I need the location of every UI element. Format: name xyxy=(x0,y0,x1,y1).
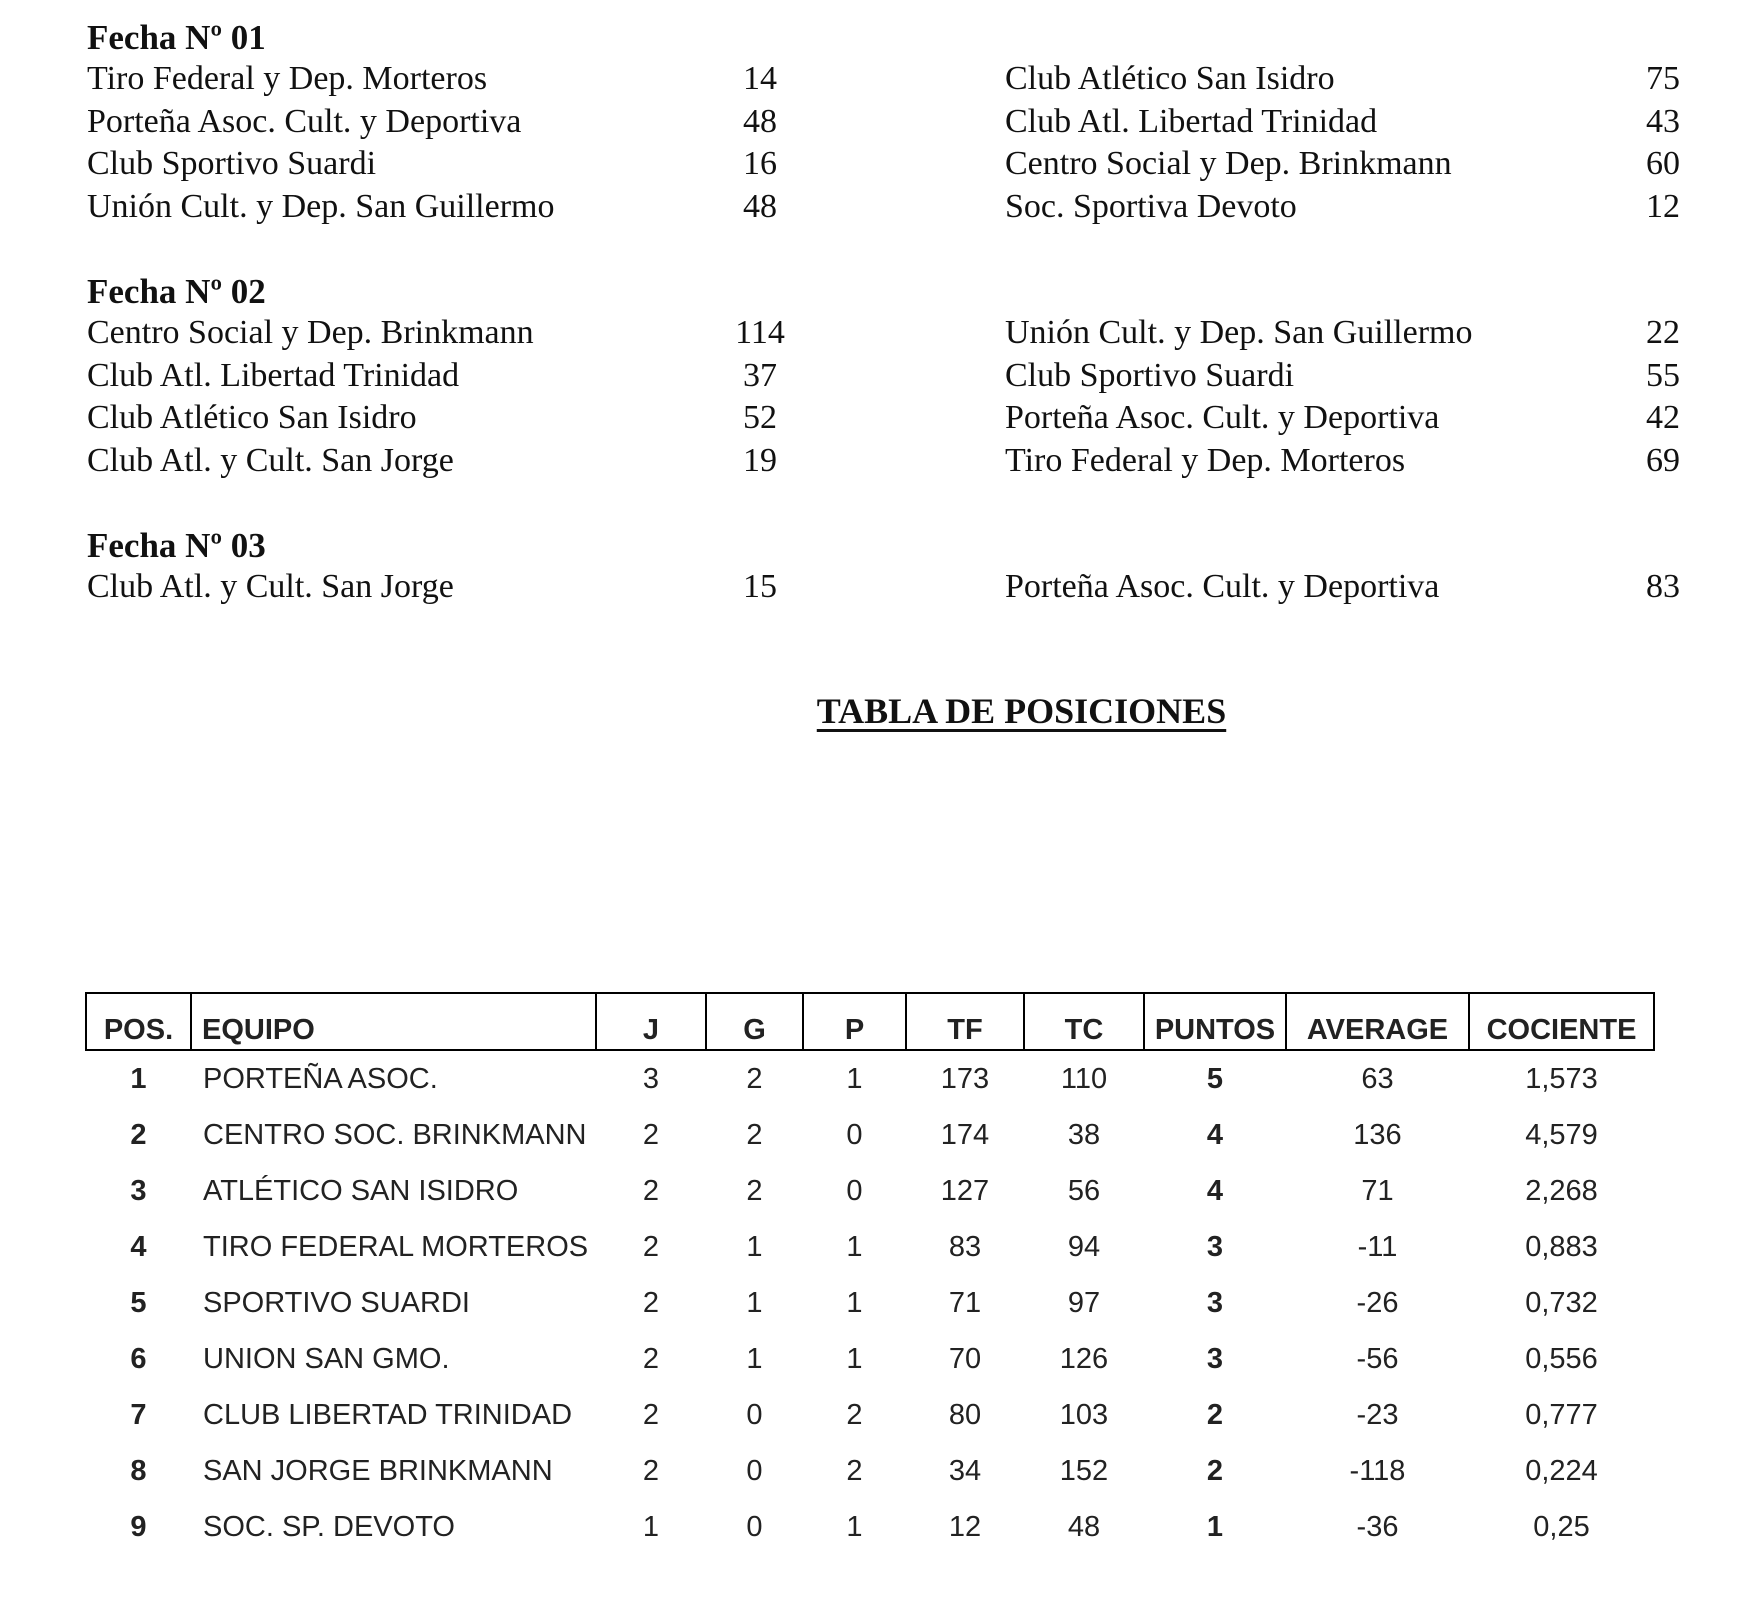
home-team: Club Atl. y Cult. San Jorge xyxy=(87,441,454,479)
table-cell: 127 xyxy=(940,1174,990,1207)
table-cell: 126 xyxy=(1059,1342,1109,1375)
table-cell: 4,579 xyxy=(1525,1118,1598,1151)
table-cell: 1 xyxy=(846,1342,863,1375)
home-team: Porteña Asoc. Cult. y Deportiva xyxy=(87,102,522,140)
table-cell: 152 xyxy=(1059,1454,1109,1487)
table-cell: -56 xyxy=(1356,1342,1399,1375)
home-team: Centro Social y Dep. Brinkmann xyxy=(87,314,534,351)
table-cell: 34 xyxy=(948,1454,982,1487)
table-cell: CENTRO SOC. BRINKMANN xyxy=(203,1118,587,1151)
away-score: 43 xyxy=(1646,102,1680,140)
table-cell: 2 xyxy=(846,1454,863,1487)
away-team: Soc. Sportiva Devoto xyxy=(1005,187,1297,225)
table-cell: 48 xyxy=(1067,1510,1101,1543)
table-cell: SOC. SP. DEVOTO xyxy=(203,1510,455,1543)
table-cell: 1 xyxy=(846,1230,863,1263)
table-cell: 110 xyxy=(1060,1062,1108,1095)
match-row xyxy=(0,566,1753,608)
home-score: 37 xyxy=(743,356,777,394)
table-cell: 2 xyxy=(746,1118,763,1151)
table-cell: 0,556 xyxy=(1525,1342,1598,1375)
table-title: TABLA DE POSICIONES xyxy=(816,691,1227,731)
table-cell: 71 xyxy=(948,1286,982,1319)
away-team: Club Sportivo Suardi xyxy=(1005,356,1295,394)
table-cell: 2 xyxy=(746,1174,763,1207)
table-cell: 3 xyxy=(1206,1230,1224,1263)
table-cell: 3 xyxy=(1206,1286,1224,1319)
table-cell: 2 xyxy=(746,1062,763,1095)
table-cell: 2 xyxy=(846,1398,863,1431)
table-cell: 2 xyxy=(642,1174,660,1207)
table-cell: 1,573 xyxy=(1525,1062,1598,1095)
table-cell: 2 xyxy=(642,1342,660,1375)
table-cell: 173 xyxy=(940,1062,990,1095)
table-cell: 0,732 xyxy=(1525,1286,1598,1319)
column-header: POS. xyxy=(86,993,191,1050)
table-cell: CLUB LIBERTAD TRINIDAD xyxy=(203,1398,573,1431)
table-cell: 1 xyxy=(846,1062,863,1095)
fecha-block xyxy=(0,18,1753,272)
fecha-title: Fecha Nº 01 xyxy=(87,18,266,57)
table-cell: 5 xyxy=(130,1286,147,1319)
table-cell: -11 xyxy=(1357,1230,1398,1263)
home-score: 16 xyxy=(743,145,777,182)
table-cell: 56 xyxy=(1067,1174,1101,1207)
table-cell: 1 xyxy=(846,1510,863,1543)
table-cell: 1 xyxy=(846,1286,863,1319)
table-cell: 0 xyxy=(746,1454,763,1487)
table-cell: 80 xyxy=(948,1398,982,1431)
table-cell: 2 xyxy=(1206,1454,1224,1487)
table-cell: 1 xyxy=(642,1510,660,1543)
table-row xyxy=(86,1387,1654,1443)
table-cell: 6 xyxy=(130,1342,147,1375)
fecha-title: Fecha Nº 03 xyxy=(87,526,266,565)
table-cell: 1 xyxy=(746,1230,763,1263)
table-cell: SPORTIVO SUARDI xyxy=(203,1286,470,1319)
table-cell: SAN JORGE BRINKMANN xyxy=(203,1454,553,1487)
fecha-title: Fecha Nº 02 xyxy=(87,272,266,311)
table-cell: 0,777 xyxy=(1525,1398,1598,1431)
table-cell: 0,224 xyxy=(1525,1454,1598,1487)
home-score: 52 xyxy=(743,399,777,436)
column-header: TC xyxy=(1024,993,1144,1050)
table-cell: 174 xyxy=(940,1118,990,1151)
table-row xyxy=(86,1499,1654,1555)
away-team: Tiro Federal y Dep. Morteros xyxy=(1005,441,1406,479)
match-row xyxy=(0,355,1753,397)
home-score: 48 xyxy=(743,102,777,140)
away-score: 60 xyxy=(1646,145,1680,182)
table-cell: 1 xyxy=(746,1342,763,1375)
table-cell: 1 xyxy=(746,1286,763,1319)
table-cell: 94 xyxy=(1067,1230,1101,1263)
table-cell: 0,883 xyxy=(1525,1230,1598,1263)
table-cell: 3 xyxy=(642,1062,660,1095)
table-cell: 4 xyxy=(1206,1174,1224,1207)
home-score: 19 xyxy=(743,441,777,479)
table-cell: 7 xyxy=(130,1398,147,1431)
column-header: G xyxy=(706,993,803,1050)
table-cell: -36 xyxy=(1356,1510,1399,1543)
table-cell: 5 xyxy=(1206,1062,1224,1095)
match-row xyxy=(0,58,1753,100)
table-cell: 2 xyxy=(130,1118,147,1151)
table-cell: 0,25 xyxy=(1533,1510,1590,1543)
away-team: Porteña Asoc. Cult. y Deportiva xyxy=(1005,399,1440,436)
table-cell: 0 xyxy=(746,1398,763,1431)
table-cell: 71 xyxy=(1361,1174,1394,1207)
table-cell: 2 xyxy=(642,1118,660,1151)
table-row xyxy=(86,1443,1654,1499)
standings-table xyxy=(85,992,1655,1555)
away-score: 75 xyxy=(1646,60,1680,97)
away-score: 55 xyxy=(1646,356,1680,394)
match-row xyxy=(0,186,1753,228)
column-header: AVERAGE xyxy=(1286,993,1469,1050)
column-header: J xyxy=(596,993,706,1050)
table-cell: 2 xyxy=(642,1454,660,1487)
table-cell: 4 xyxy=(130,1230,147,1263)
table-cell: 3 xyxy=(130,1174,147,1207)
match-row xyxy=(0,397,1753,439)
table-cell: -23 xyxy=(1356,1398,1399,1431)
table-cell: 38 xyxy=(1067,1118,1101,1151)
home-team: Tiro Federal y Dep. Morteros xyxy=(87,60,488,97)
home-team: Club Atlético San Isidro xyxy=(87,399,417,436)
table-cell: 63 xyxy=(1361,1062,1394,1095)
column-header: TF xyxy=(906,993,1024,1050)
away-team: Unión Cult. y Dep. San Guillermo xyxy=(1005,314,1473,351)
table-cell: PORTEÑA ASOC. xyxy=(203,1062,438,1095)
table-row xyxy=(86,1107,1654,1163)
away-score: 22 xyxy=(1646,314,1680,351)
table-row xyxy=(86,1050,1654,1107)
table-cell: 8 xyxy=(130,1454,147,1487)
table-cell: 0 xyxy=(746,1510,763,1543)
away-team: Club Atlético San Isidro xyxy=(1005,60,1335,97)
fecha-block xyxy=(0,526,1753,780)
column-header: P xyxy=(803,993,906,1050)
table-row xyxy=(86,1331,1654,1387)
column-header: COCIENTE xyxy=(1469,993,1654,1050)
table-cell: 0 xyxy=(846,1174,863,1207)
match-row xyxy=(0,143,1753,185)
table-cell: 9 xyxy=(130,1510,147,1543)
away-score: 42 xyxy=(1646,399,1680,436)
match-row xyxy=(0,440,1753,482)
column-header: PUNTOS xyxy=(1144,993,1286,1050)
table-row xyxy=(86,1275,1654,1331)
away-team: Porteña Asoc. Cult. y Deportiva xyxy=(1005,568,1440,605)
table-row xyxy=(86,1163,1654,1219)
home-score: 114 xyxy=(735,314,785,351)
table-cell: 83 xyxy=(948,1230,982,1263)
away-score: 69 xyxy=(1646,441,1680,479)
table-cell: 2 xyxy=(1206,1398,1224,1431)
table-cell: 12 xyxy=(948,1510,982,1543)
table-cell: ATLÉTICO SAN ISIDRO xyxy=(203,1174,519,1207)
away-team: Club Atl. Libertad Trinidad xyxy=(1005,102,1378,140)
table-row xyxy=(86,1219,1654,1275)
table-cell: 2 xyxy=(642,1230,660,1263)
away-team: Centro Social y Dep. Brinkmann xyxy=(1005,145,1452,182)
away-score: 12 xyxy=(1646,187,1680,225)
table-cell: 1 xyxy=(1206,1510,1224,1543)
table-cell: 2 xyxy=(642,1398,660,1431)
home-team: Unión Cult. y Dep. San Guillermo xyxy=(87,187,555,225)
table-cell: 4 xyxy=(1206,1118,1224,1151)
table-cell: 136 xyxy=(1353,1118,1402,1151)
table-cell: 1 xyxy=(130,1062,147,1095)
away-score: 83 xyxy=(1646,568,1680,605)
home-score: 15 xyxy=(743,568,777,605)
table-cell: UNION SAN GMO. xyxy=(203,1342,450,1375)
table-cell: 70 xyxy=(948,1342,982,1375)
table-cell: -26 xyxy=(1356,1286,1399,1319)
table-cell: 2,268 xyxy=(1525,1174,1598,1207)
match-row xyxy=(0,101,1753,143)
home-team: Club Sportivo Suardi xyxy=(87,145,377,182)
standings-header-row xyxy=(86,993,1654,1050)
table-cell: TIRO FEDERAL MORTEROS xyxy=(203,1230,589,1263)
table-cell: 103 xyxy=(1059,1398,1109,1431)
home-score: 48 xyxy=(743,187,777,225)
home-score: 14 xyxy=(743,60,777,97)
match-row xyxy=(0,312,1753,354)
fecha-block xyxy=(0,272,1753,526)
table-cell: 0 xyxy=(846,1118,863,1151)
table-cell: 3 xyxy=(1206,1342,1224,1375)
table-cell: 97 xyxy=(1067,1286,1101,1319)
home-team: Club Atl. Libertad Trinidad xyxy=(87,356,460,394)
column-header: EQUIPO xyxy=(191,993,596,1050)
home-team: Club Atl. y Cult. San Jorge xyxy=(87,568,454,605)
table-cell: 2 xyxy=(642,1286,660,1319)
table-cell: -118 xyxy=(1349,1454,1406,1487)
